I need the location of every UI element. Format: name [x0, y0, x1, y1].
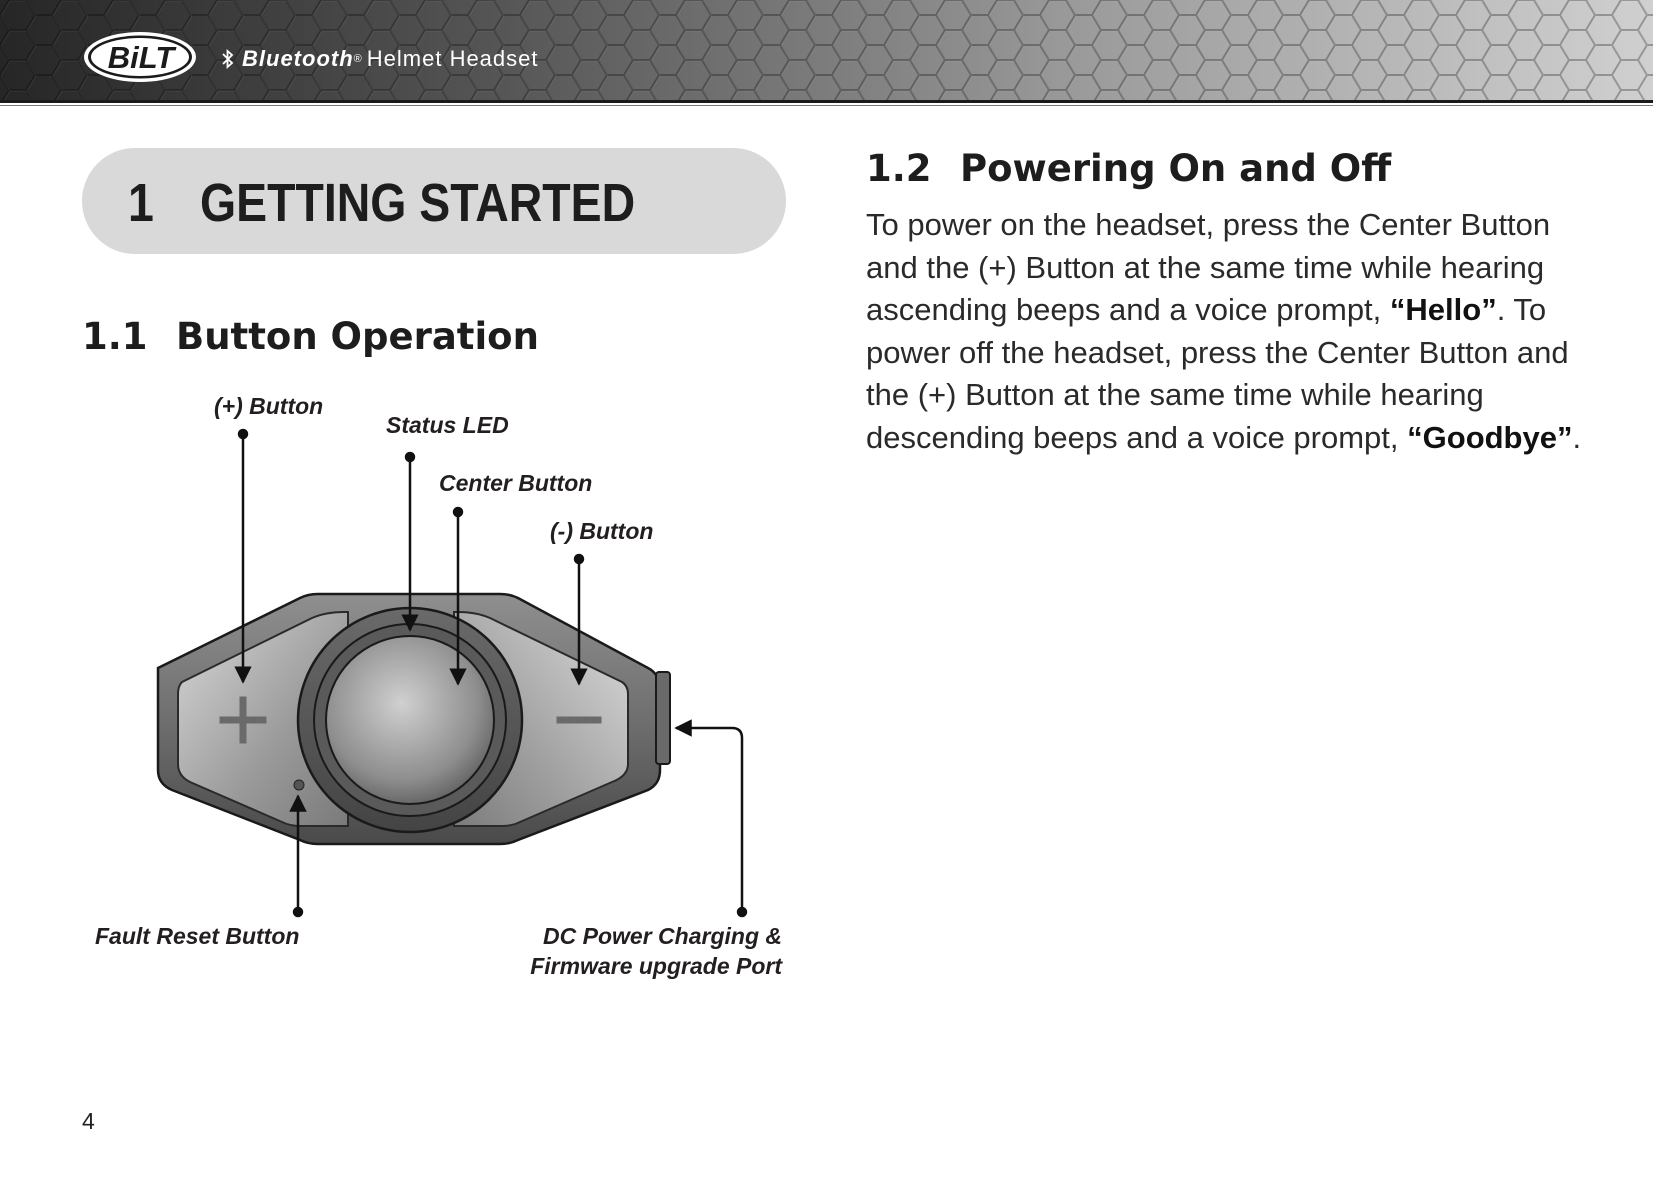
bluetooth-word: Bluetooth [242, 46, 354, 71]
header-product: Helmet Headset [366, 46, 539, 71]
callout-fault-reset: Fault Reset Button [95, 923, 300, 949]
body-text-part: To power on the headset, press the Center Button and the (+) Button at the same time while hearing ascending beeps and a voice prompt, [866, 207, 1551, 327]
callout-status-led: Status LED [386, 412, 509, 438]
callout-center-button: Center Button [439, 470, 593, 496]
goodbye-prompt: “Goodbye” [1407, 419, 1573, 455]
chapter-title: GETTING STARTED [200, 173, 636, 233]
callout-dc-port-line1: DC Power Charging & [543, 923, 782, 949]
callout-dc-port-line2: Firmware upgrade Port [530, 953, 782, 979]
svg-text:BiLT: BiLT [107, 40, 175, 75]
center-button [326, 636, 494, 804]
fault-reset-pinhole [294, 780, 304, 790]
headset-body [158, 594, 670, 844]
body-text-part: . To power off the headset, press the Center Button and the (+) Button at the same time while hearing descending beeps and a voice prompt, [866, 292, 1569, 455]
callout-minus-button: (-) Button [550, 518, 654, 544]
section-title: Button Operation [176, 315, 539, 358]
chapter-number: 1 [128, 173, 154, 233]
section-number: 1.1 [82, 315, 148, 358]
registered-mark: ® [353, 53, 363, 65]
section-number: 1.2 [866, 147, 932, 190]
section-title: Powering On and Off [960, 147, 1392, 190]
dc-port [656, 672, 670, 764]
callout-plus-button: (+) Button [214, 393, 324, 419]
hello-prompt: “Hello” [1389, 292, 1497, 327]
body-text-part: . [1572, 419, 1582, 455]
page-number: 4 [82, 1108, 95, 1134]
callout-dc-port [500, 921, 782, 981]
